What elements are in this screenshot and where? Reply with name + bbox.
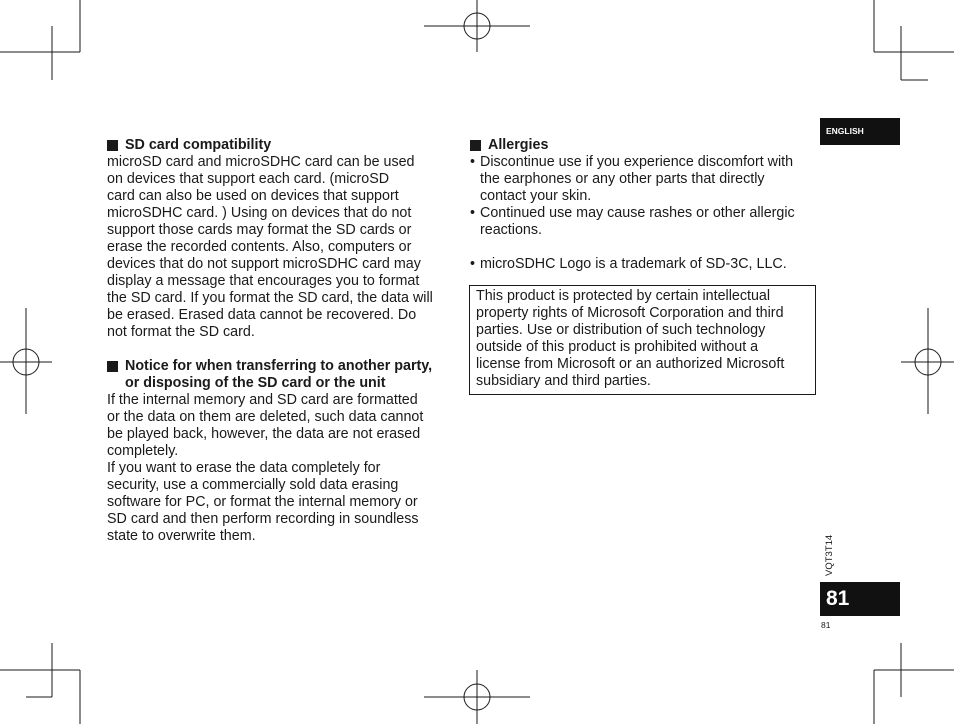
sd-compat-heading-text: SD card compatibility: [125, 137, 272, 153]
trademark-text: microSDHC Logo is a trademark of SD-3C, LLC.: [480, 256, 787, 272]
sd-compat-body: microSD card and microSDHC card can be used on devices that support each card. (microSD card can also be used on devices that support microSDHC card. ) Using on devices that do not support those cards may format the SD cards or erase the recorded contents. Also, computers or devices that do not support microSDHC card may display a message that encourages you to format the SD card. If you format the SD card, the data will be erased. Erased data cannot be recovered. Do not format the SD card.: [107, 154, 433, 340]
registration-circle: [464, 13, 490, 39]
allergies-heading-text: Allergies: [488, 137, 549, 153]
spacer: [107, 341, 457, 358]
language-tab: ENGLISH: [820, 118, 900, 145]
transfer-notice-heading-text: Notice for when transferring to another party, or disposing of the SD card or the unit: [125, 358, 433, 391]
transfer-notice-body-1: If the internal memory and SD card are formatted or the data on them are deleted, such data cannot be played back, however, the data are not erased completely.: [107, 392, 424, 459]
page-number-tab: 81: [820, 582, 900, 616]
allergies-heading: [470, 137, 820, 154]
registration-circle: [464, 684, 490, 710]
list-item-text: Continued use may cause rashes or other allergic reactions.: [480, 205, 795, 238]
black-square-icon: [107, 140, 118, 151]
list-item: [470, 256, 820, 273]
black-square-icon: [107, 361, 118, 372]
list-item: [470, 154, 820, 205]
page-number-small: 81: [821, 620, 831, 630]
microsoft-notice-box: This product is protected by certain intellectual property rights of Microsoft Corporation and third parties. Use or distribution of such technology outside of this product is prohibited without a license from Microsoft or an authorized Microsoft subsidiary and third parties.: [469, 285, 816, 395]
allergies-list: [470, 154, 820, 239]
spacer: [470, 239, 820, 256]
black-square-icon: [470, 140, 481, 151]
document-code: VQT3T14: [824, 534, 835, 576]
left-column: [107, 137, 457, 545]
bullet-icon: •: [470, 256, 476, 272]
bullet-icon: •: [470, 154, 476, 170]
transfer-notice-heading: [107, 358, 457, 392]
registration-circle: [13, 349, 39, 375]
list-item: [470, 205, 820, 239]
sd-compat-heading: [107, 137, 457, 154]
list-item-text: Discontinue use if you experience discomfort with the earphones or any other parts that directly contact your skin.: [480, 154, 794, 204]
right-column: [470, 137, 820, 273]
registration-circle: [915, 349, 941, 375]
trademark-list: [470, 256, 820, 273]
bullet-icon: •: [470, 205, 476, 221]
transfer-notice-body-2: If you want to erase the data completely for security, use a commercially sold data erasing software for PC, or format the internal memory or SD card and then perform recording in soundless state to overwrite them.: [107, 460, 419, 544]
